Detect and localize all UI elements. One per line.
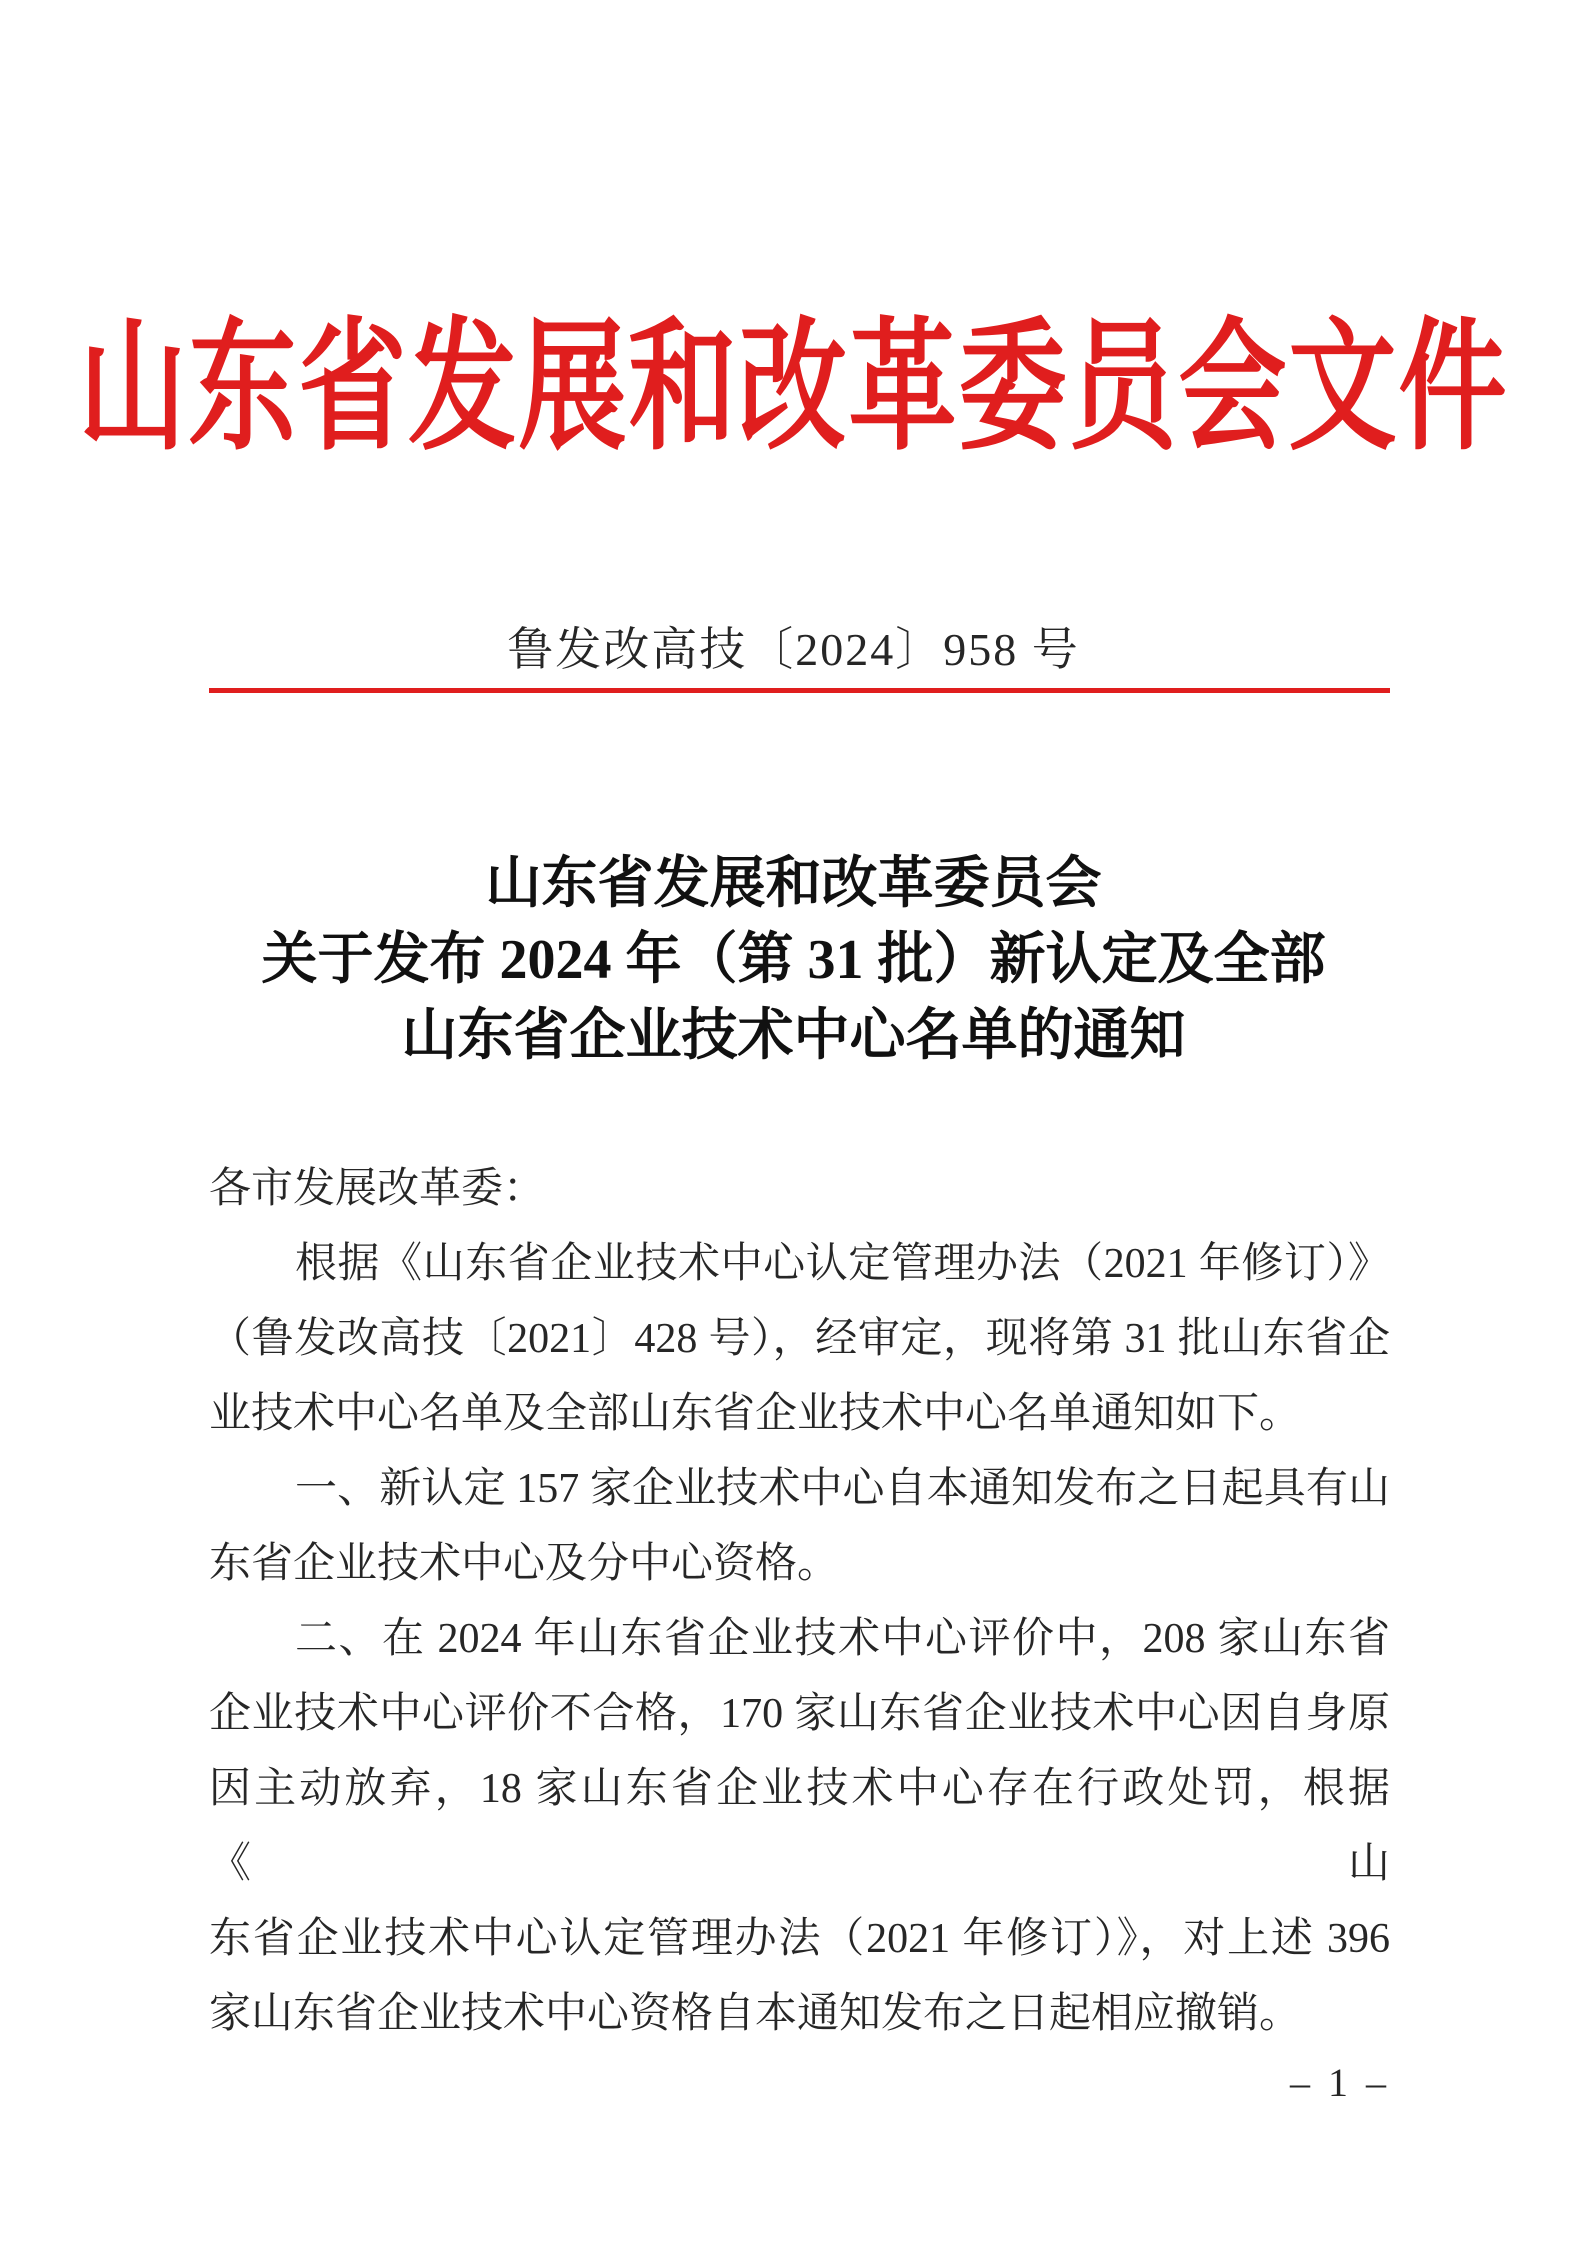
body-line: 业技术中心名单及全部山东省企业技术中心名单通知如下。 <box>209 1391 1302 1437</box>
document-number: 鲁发改高技〔2024〕958 号 <box>507 624 1080 675</box>
red-header-masthead: 山东省发展和改革委员会文件 <box>78 310 1509 468</box>
body-line: 因主动放弃，18 家山东省企业技术中心存在行政处罚，根据《山 <box>209 1766 1390 1887</box>
page-number: – 1 – <box>1290 2060 1390 2105</box>
body-line: 家山东省企业技术中心资格自本通知发布之日起相应撤销。 <box>209 1991 1302 2037</box>
red-divider-line <box>209 688 1390 693</box>
notice-title-line-2: 关于发布 2024 年（第 31 批）新认定及全部 <box>261 929 1326 991</box>
body-line: 二、在 2024 年山东省企业技术中心评价中，208 家山东省 <box>295 1616 1390 1662</box>
salutation-line: 各市发展改革委： <box>209 1166 546 1212</box>
body-line: （鲁发改高技〔2021〕428 号），经审定，现将第 31 批山东省企 <box>209 1316 1390 1362</box>
body-line: 企业技术中心评价不合格，170 家山东省企业技术中心因自身原 <box>209 1691 1390 1737</box>
body-line: 一、新认定 157 家企业技术中心自本通知发布之日起具有山 <box>295 1466 1390 1512</box>
body-line: 根据《山东省企业技术中心认定管理办法（2021 年修订）》 <box>295 1241 1390 1287</box>
body-line: 东省企业技术中心认定管理办法（2021 年修订）》，对上述 396 <box>209 1916 1390 1962</box>
notice-title-line-1: 山东省发展和改革委员会 <box>485 853 1102 915</box>
body-line: 东省企业技术中心及分中心资格。 <box>209 1541 840 1587</box>
notice-title <box>0 846 1587 1074</box>
body-text <box>209 1152 1390 2052</box>
notice-title-line-3: 山东省企业技术中心名单的通知 <box>401 1005 1186 1067</box>
